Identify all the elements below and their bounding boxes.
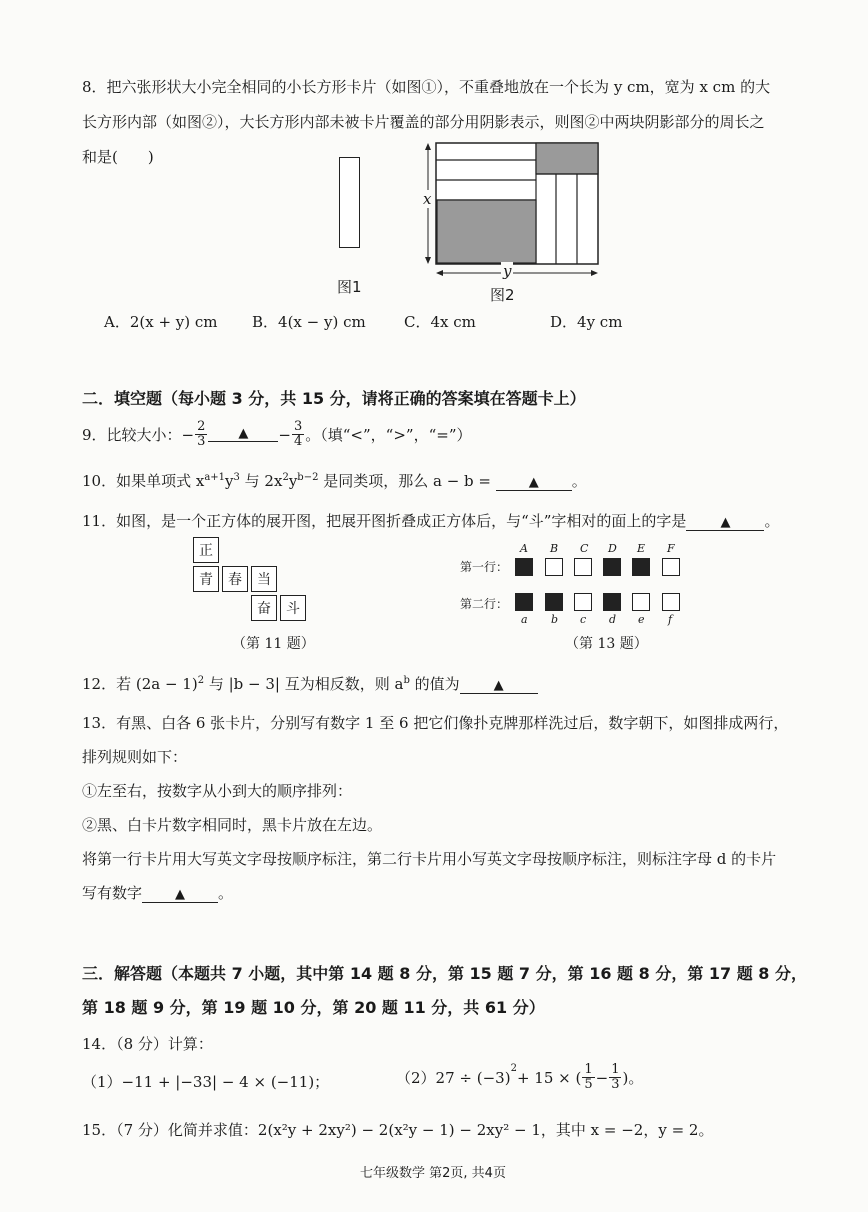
q12-text-a: 12．若 (2a − 1) xyxy=(82,675,198,693)
q14-f1-den: 5 xyxy=(584,1077,593,1092)
q9-f1-num: 2 xyxy=(197,419,206,434)
q10-text-b: y xyxy=(225,472,234,490)
q13-letter-E: E xyxy=(637,542,646,555)
q14-f2-den: 3 xyxy=(611,1077,620,1092)
q12-sup1: 2 xyxy=(197,675,205,686)
net-cell-fen: 奋 xyxy=(251,595,277,621)
q13-letter-b: b xyxy=(551,613,559,626)
q14-p2-a: （2）27 ÷ (−3) xyxy=(396,1069,511,1087)
net-cell-dou: 斗 xyxy=(280,595,306,621)
q8-option-a: A．2(x + y) cm xyxy=(104,313,218,331)
q12 xyxy=(82,673,538,694)
fig2-diagram xyxy=(420,138,610,298)
q13-card-e xyxy=(632,593,650,611)
q8-line3: 和是( ) xyxy=(82,148,154,166)
q14-p2-sup: 2 xyxy=(510,1063,517,1074)
q13-card-E xyxy=(632,558,650,576)
q13-letter-e: e xyxy=(638,613,645,626)
net-cell-qing: 青 xyxy=(193,566,219,592)
q13-row2-label: 第二行： xyxy=(460,597,509,611)
q14-fraction-2 xyxy=(609,1063,621,1092)
section2-title: 二．填空题（每小题 3 分，共 15 分，请将正确的答案填在答题卡上） xyxy=(82,389,586,408)
q14-f1-num: 1 xyxy=(584,1062,593,1077)
q11 xyxy=(82,510,779,531)
q13-answer-blank[interactable]: ▲ xyxy=(142,888,218,903)
q13-letter-a: a xyxy=(521,613,528,626)
q14-f2-num: 1 xyxy=(611,1062,620,1077)
q8-option-c: C．4x cm xyxy=(404,313,476,331)
q12-sup2: b xyxy=(403,675,410,686)
q9-f1-den: 3 xyxy=(197,434,206,449)
q13-rule1: ①左至右，按数字从小到大的顺序排列： xyxy=(82,782,353,800)
q14-part1: （1）−11 + |−33| − 4 × (−11)； xyxy=(82,1073,330,1091)
q8-line2: 长方形内部（如图②），大长方形内部未被卡片覆盖的部分用阴影表示，则图②中两块阴影部分的周长之 xyxy=(82,113,765,131)
q11-answer-blank[interactable]: ▲ xyxy=(686,516,764,531)
q9-fraction-1 xyxy=(195,420,207,449)
q13-card-B xyxy=(545,558,563,576)
q13-letter-F: F xyxy=(667,542,675,555)
q9 xyxy=(82,420,471,449)
fig1-label: 图1 xyxy=(337,278,362,296)
q11-caption: （第 11 题） xyxy=(232,636,315,652)
q9-f2-num: 3 xyxy=(293,419,303,434)
q10-sup1: a+1 xyxy=(204,472,226,483)
q13-card-d xyxy=(603,593,621,611)
q13-letter-C: C xyxy=(580,542,589,555)
q10-sup2: 3 xyxy=(233,472,240,483)
q14-head: 14．（8 分）计算： xyxy=(82,1035,213,1053)
q13-letter-d: d xyxy=(609,613,617,626)
q13-card-A xyxy=(515,558,533,576)
fig2-y-label: y xyxy=(503,262,512,280)
section3-title-line2: 第 18 题 9 分，第 19 题 10 分，第 20 题 11 分，共 61 分） xyxy=(82,998,545,1017)
q13-letter-D: D xyxy=(608,542,617,555)
q9-answer-blank[interactable]: ▲ xyxy=(208,427,278,442)
q13-card-b xyxy=(545,593,563,611)
q12-text-b: 与 |b − 3| 互为相反数，则 a xyxy=(204,675,404,693)
q8-option-b: B．4(x − y) cm xyxy=(252,313,366,331)
q13-card-F xyxy=(662,558,680,576)
q10-sup4: b−2 xyxy=(297,472,319,483)
q13-row1-label: 第一行： xyxy=(460,560,509,574)
q10-text-e: 是同类项，那么 a − b = xyxy=(318,472,496,490)
q13-end: 。 xyxy=(218,884,234,902)
q13-line3: 将第一行卡片用大写英文字母按顺序标注，第二行卡片用小写英文字母按顺序标注，则标注字母 d 的卡片 xyxy=(82,850,777,868)
q13-card-c xyxy=(574,593,592,611)
fig1-card xyxy=(339,157,360,248)
q14-fraction-1 xyxy=(582,1063,594,1092)
q9-fraction-2 xyxy=(292,420,304,449)
q14-p2-b: + 15 × ( xyxy=(516,1068,582,1087)
q9-prefix: 9．比较大小：− xyxy=(82,426,195,444)
page-footer: 七年级数学 第2页, 共4页 xyxy=(360,1166,506,1181)
q10-sup3: 2 xyxy=(282,472,289,483)
q11-end: 。 xyxy=(764,512,780,530)
q10-text-c: 与 2x xyxy=(239,472,283,490)
q10-text-a: 10．如果单项式 x xyxy=(82,472,205,490)
fig2-label: 图2 xyxy=(490,286,515,304)
q13-card-a xyxy=(515,593,533,611)
q10-text-d: y xyxy=(288,472,298,490)
q10-answer-blank[interactable]: ▲ xyxy=(496,476,572,491)
section3-title-line1: 三．解答题（本题共 7 小题，其中第 14 题 8 分，第 15 题 7 分，第 16 题 8 分，第 17 题 8 分， xyxy=(82,964,807,983)
q9-suffix: 。（填“<”，“>”，“=”） xyxy=(305,426,472,444)
q13-rule2: ②黑、白卡片数字相同时，黑卡片放在左边。 xyxy=(82,816,383,834)
q9-mid: − xyxy=(278,425,291,444)
q11-text: 11．如图，是一个正方体的展开图，把展开图折叠成正方体后，与“斗”字相对的面上的字是 xyxy=(82,512,687,530)
q12-text-c: 的值为 xyxy=(409,675,460,693)
q9-f2-den: 4 xyxy=(293,434,303,449)
q12-answer-blank[interactable]: ▲ xyxy=(460,679,538,694)
q13-letter-c: c xyxy=(580,613,587,626)
q8-option-d: D．4y cm xyxy=(550,313,623,331)
fig2-x-label: x xyxy=(423,190,432,208)
q13-line2: 排列规则如下： xyxy=(82,748,188,766)
q13-card-D xyxy=(603,558,621,576)
q13-caption: （第 13 题） xyxy=(565,636,648,652)
q13-line4: 写有数字 xyxy=(82,884,143,902)
q13-letter-A: A xyxy=(520,542,528,555)
q13-line1: 13．有黑、白各 6 张卡片，分别写有数字 1 至 6 把它们像扑克牌那样洗过后，数字朝下，如图排成两行， xyxy=(82,714,789,732)
q10 xyxy=(82,470,587,491)
net-cell-zheng: 正 xyxy=(193,537,219,563)
q15-text: 15．（7 分）化简并求值：2(x²y + 2xy²) − 2(x²y − 1) − 2xy² − 1，其中 x = −2，y = 2。 xyxy=(82,1121,714,1139)
q13-letter-B: B xyxy=(550,542,559,555)
q8-line1: 8．把六张形状大小完全相同的小长方形卡片（如图①），不重叠地放在一个长为 y cm，宽为 x cm 的大 xyxy=(82,78,771,96)
q14-minus: − xyxy=(595,1068,609,1087)
net-cell-dang: 当 xyxy=(251,566,277,592)
net-cell-chun: 春 xyxy=(222,566,248,592)
q14-p2-c: )。 xyxy=(622,1069,644,1087)
q13-line4-wrap xyxy=(82,882,233,903)
q10-end: 。 xyxy=(571,472,587,490)
q13-letter-f: f xyxy=(668,613,673,626)
q13-card-f xyxy=(662,593,680,611)
q13-card-C xyxy=(574,558,592,576)
q14-part2 xyxy=(396,1063,643,1092)
